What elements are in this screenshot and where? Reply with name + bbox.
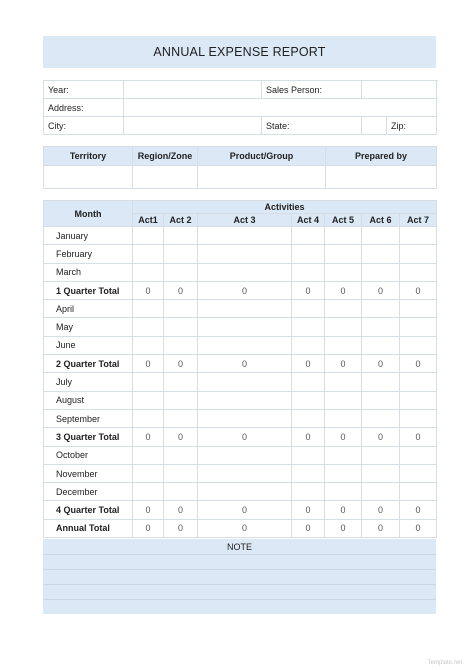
table-row — [44, 300, 437, 318]
month-label: July — [44, 373, 133, 391]
activity-input-cell[interactable] — [198, 409, 292, 427]
activity-input-cell[interactable] — [325, 464, 362, 482]
act-header-3: Act 3 — [198, 214, 292, 227]
total-value-cell: 0 — [164, 428, 198, 446]
activity-input-cell[interactable] — [164, 446, 198, 464]
activity-input-cell[interactable] — [362, 300, 400, 318]
activity-input-cell[interactable] — [133, 464, 164, 482]
month-label: March — [44, 263, 133, 281]
activity-input-cell[interactable] — [400, 227, 437, 245]
territory-table — [43, 146, 437, 189]
table-row — [44, 483, 437, 501]
activity-input-cell[interactable] — [292, 227, 325, 245]
total-value-cell: 0 — [133, 501, 164, 519]
prepared-by-field[interactable] — [326, 166, 437, 189]
total-row-label: Annual Total — [44, 519, 133, 537]
activity-input-cell[interactable] — [400, 409, 437, 427]
activity-input-cell[interactable] — [400, 245, 437, 263]
activity-input-cell[interactable] — [400, 446, 437, 464]
table-row — [44, 501, 437, 519]
table-row — [44, 227, 437, 245]
table-row — [44, 336, 437, 354]
note-section[interactable] — [43, 539, 436, 614]
activity-input-cell[interactable] — [362, 263, 400, 281]
activity-input-cell[interactable] — [400, 300, 437, 318]
activity-input-cell[interactable] — [164, 391, 198, 409]
month-label: September — [44, 409, 133, 427]
total-value-cell: 0 — [400, 519, 437, 537]
activity-input-cell[interactable] — [133, 391, 164, 409]
product-group-field[interactable] — [198, 166, 326, 189]
report-title — [43, 36, 436, 68]
total-value-cell: 0 — [325, 281, 362, 299]
month-label: April — [44, 300, 133, 318]
note-line — [43, 555, 436, 570]
total-row-label: 1 Quarter Total — [44, 281, 133, 299]
activity-input-cell[interactable] — [133, 318, 164, 336]
activity-input-cell[interactable] — [198, 263, 292, 281]
act-header-4: Act 4 — [292, 214, 325, 227]
table-row — [44, 409, 437, 427]
activity-input-cell[interactable] — [133, 373, 164, 391]
activity-input-cell[interactable] — [362, 409, 400, 427]
total-value-cell: 0 — [133, 281, 164, 299]
activity-input-cell[interactable] — [198, 483, 292, 501]
activity-input-cell[interactable] — [133, 336, 164, 354]
table-row — [44, 355, 437, 373]
total-value-cell: 0 — [325, 501, 362, 519]
year-field[interactable] — [124, 81, 262, 99]
total-value-cell: 0 — [198, 355, 292, 373]
activity-input-cell[interactable] — [325, 336, 362, 354]
activity-input-cell[interactable] — [164, 483, 198, 501]
total-value-cell: 0 — [292, 355, 325, 373]
activity-input-cell[interactable] — [362, 245, 400, 263]
year-label: Year: — [44, 81, 124, 99]
activities-table — [43, 200, 437, 538]
activity-input-cell[interactable] — [164, 263, 198, 281]
table-row — [44, 281, 437, 299]
total-value-cell: 0 — [292, 519, 325, 537]
activity-input-cell[interactable] — [325, 391, 362, 409]
activity-input-cell[interactable] — [362, 464, 400, 482]
activity-input-cell[interactable] — [292, 245, 325, 263]
activity-input-cell[interactable] — [292, 263, 325, 281]
activity-input-cell[interactable] — [400, 318, 437, 336]
month-label: October — [44, 446, 133, 464]
total-row-label: 2 Quarter Total — [44, 355, 133, 373]
activity-input-cell[interactable] — [325, 446, 362, 464]
activity-input-cell[interactable] — [198, 464, 292, 482]
table-row — [44, 519, 437, 537]
prepared-by-header: Prepared by — [326, 147, 437, 166]
report-title-text: ANNUAL EXPENSE REPORT — [153, 45, 326, 59]
watermark: Template.net — [427, 660, 462, 666]
month-label: February — [44, 245, 133, 263]
activity-input-cell[interactable] — [164, 300, 198, 318]
activity-input-cell[interactable] — [362, 227, 400, 245]
activity-input-cell[interactable] — [362, 318, 400, 336]
table-row — [44, 263, 437, 281]
activity-input-cell[interactable] — [292, 336, 325, 354]
activity-input-cell[interactable] — [292, 373, 325, 391]
total-value-cell: 0 — [400, 281, 437, 299]
table-row — [44, 245, 437, 263]
month-label: August — [44, 391, 133, 409]
activity-input-cell[interactable] — [198, 227, 292, 245]
activity-input-cell[interactable] — [133, 409, 164, 427]
region-zone-field[interactable] — [133, 166, 198, 189]
activity-input-cell[interactable] — [198, 336, 292, 354]
activity-input-cell[interactable] — [292, 483, 325, 501]
total-value-cell: 0 — [400, 355, 437, 373]
table-row — [44, 428, 437, 446]
sales-person-label: Sales Person: — [262, 81, 362, 99]
act-header-1: Act1 — [133, 214, 164, 227]
activity-input-cell[interactable] — [400, 336, 437, 354]
address-field[interactable] — [124, 99, 437, 117]
note-line — [43, 570, 436, 585]
total-value-cell: 0 — [325, 519, 362, 537]
total-value-cell: 0 — [164, 519, 198, 537]
activity-input-cell[interactable] — [133, 227, 164, 245]
activity-input-cell[interactable] — [362, 483, 400, 501]
month-label: December — [44, 483, 133, 501]
activity-input-cell[interactable] — [400, 391, 437, 409]
activity-input-cell[interactable] — [164, 318, 198, 336]
note-label: NOTE — [43, 539, 436, 555]
activity-input-cell[interactable] — [325, 409, 362, 427]
act-header-5: Act 5 — [325, 214, 362, 227]
total-value-cell: 0 — [400, 428, 437, 446]
month-label: June — [44, 336, 133, 354]
activities-header: Activities — [133, 201, 437, 214]
total-row-label: 3 Quarter Total — [44, 428, 133, 446]
month-label: November — [44, 464, 133, 482]
total-value-cell: 0 — [362, 281, 400, 299]
region-zone-header: Region/Zone — [133, 147, 198, 166]
activity-input-cell[interactable] — [325, 227, 362, 245]
address-label: Address: — [44, 99, 124, 117]
activity-input-cell[interactable] — [198, 373, 292, 391]
total-value-cell: 0 — [292, 501, 325, 519]
total-value-cell: 0 — [325, 355, 362, 373]
state-field[interactable] — [362, 117, 387, 135]
activity-input-cell[interactable] — [362, 373, 400, 391]
activity-input-cell[interactable] — [198, 318, 292, 336]
activity-input-cell[interactable] — [133, 263, 164, 281]
month-label: May — [44, 318, 133, 336]
activity-input-cell[interactable] — [400, 464, 437, 482]
activity-input-cell[interactable] — [400, 373, 437, 391]
activity-input-cell[interactable] — [362, 446, 400, 464]
table-row — [44, 464, 437, 482]
activity-input-cell[interactable] — [292, 318, 325, 336]
state-label: State: — [262, 117, 362, 135]
activity-input-cell[interactable] — [292, 409, 325, 427]
total-value-cell: 0 — [164, 501, 198, 519]
note-line — [43, 585, 436, 600]
activity-input-cell[interactable] — [198, 446, 292, 464]
total-value-cell: 0 — [198, 519, 292, 537]
total-value-cell: 0 — [400, 501, 437, 519]
activity-input-cell[interactable] — [292, 391, 325, 409]
total-value-cell: 0 — [133, 519, 164, 537]
activity-input-cell[interactable] — [133, 300, 164, 318]
total-value-cell: 0 — [362, 519, 400, 537]
product-group-header: Product/Group — [198, 147, 326, 166]
activity-input-cell[interactable] — [164, 409, 198, 427]
total-value-cell: 0 — [362, 428, 400, 446]
city-field[interactable] — [124, 117, 262, 135]
total-value-cell: 0 — [362, 355, 400, 373]
territory-header: Territory — [44, 147, 133, 166]
activity-input-cell[interactable] — [133, 245, 164, 263]
activity-input-cell[interactable] — [133, 483, 164, 501]
activity-input-cell[interactable] — [198, 391, 292, 409]
table-row — [44, 373, 437, 391]
city-label: City: — [44, 117, 124, 135]
table-row — [44, 318, 437, 336]
total-value-cell: 0 — [325, 428, 362, 446]
total-value-cell: 0 — [198, 501, 292, 519]
activity-input-cell[interactable] — [325, 263, 362, 281]
total-value-cell: 0 — [198, 281, 292, 299]
activity-input-cell[interactable] — [400, 263, 437, 281]
table-row — [44, 391, 437, 409]
total-value-cell: 0 — [362, 501, 400, 519]
activity-input-cell[interactable] — [325, 245, 362, 263]
total-value-cell: 0 — [292, 428, 325, 446]
activity-input-cell[interactable] — [325, 300, 362, 318]
act-header-6: Act 6 — [362, 214, 400, 227]
activity-input-cell[interactable] — [198, 300, 292, 318]
activity-input-cell[interactable] — [400, 483, 437, 501]
activity-input-cell[interactable] — [325, 318, 362, 336]
activity-input-cell[interactable] — [198, 245, 292, 263]
info-table — [43, 80, 437, 135]
activity-input-cell[interactable] — [292, 446, 325, 464]
table-row — [44, 446, 437, 464]
activity-input-cell[interactable] — [292, 464, 325, 482]
activity-input-cell[interactable] — [292, 300, 325, 318]
territory-field[interactable] — [44, 166, 133, 189]
month-label: January — [44, 227, 133, 245]
total-value-cell: 0 — [133, 355, 164, 373]
activity-input-cell[interactable] — [325, 483, 362, 501]
total-value-cell: 0 — [198, 428, 292, 446]
total-value-cell: 0 — [164, 281, 198, 299]
activity-input-cell[interactable] — [164, 464, 198, 482]
total-value-cell: 0 — [164, 355, 198, 373]
act-header-7: Act 7 — [400, 214, 437, 227]
activity-input-cell[interactable] — [362, 336, 400, 354]
activity-input-cell[interactable] — [133, 446, 164, 464]
activity-input-cell[interactable] — [325, 373, 362, 391]
activity-input-cell[interactable] — [164, 227, 198, 245]
sales-person-field[interactable] — [362, 81, 437, 99]
activity-input-cell[interactable] — [164, 336, 198, 354]
activity-input-cell[interactable] — [164, 245, 198, 263]
activity-input-cell[interactable] — [362, 391, 400, 409]
total-value-cell: 0 — [133, 428, 164, 446]
activity-input-cell[interactable] — [164, 373, 198, 391]
act-header-2: Act 2 — [164, 214, 198, 227]
month-header: Month — [44, 201, 133, 227]
zip-label: Zip: — [387, 117, 437, 135]
total-value-cell: 0 — [292, 281, 325, 299]
total-row-label: 4 Quarter Total — [44, 501, 133, 519]
